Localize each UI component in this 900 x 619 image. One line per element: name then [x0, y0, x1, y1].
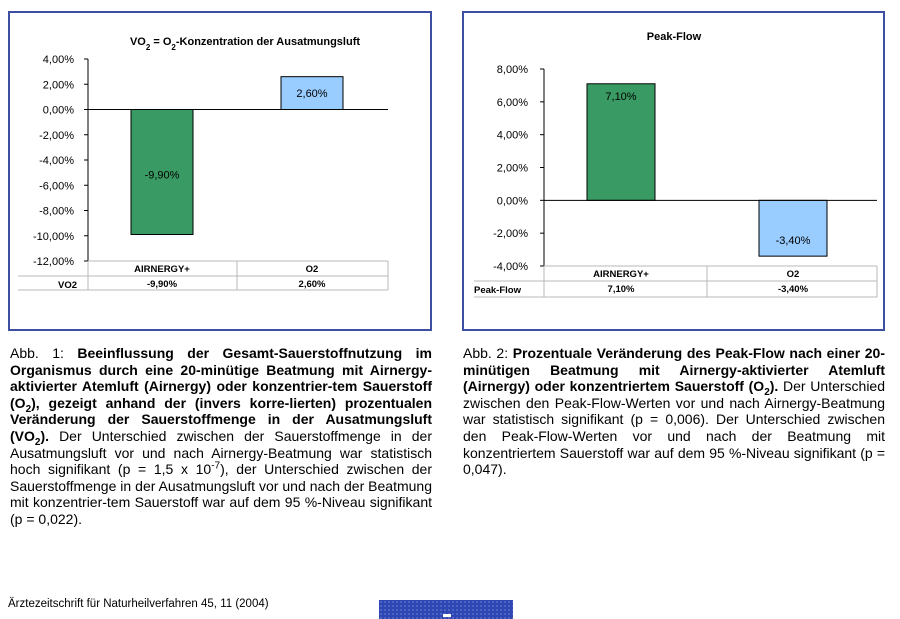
y-tick-label: 0,00% [42, 104, 74, 117]
table-row-label: Peak-Flow [474, 285, 521, 296]
caption-segment: ), gezeigt anhand der (invers korre-lierten) prozentualen Veränderung der Sauerstoffmenge in der Ausatmungsluft (VO [10, 394, 432, 444]
y-tick-label: -2,00% [493, 228, 528, 241]
chart-title-part: -Konzentration der Ausatmungsluft [175, 36, 361, 48]
caption-segment: -7 [211, 460, 221, 472]
y-tick-label: -4,00% [39, 155, 74, 167]
data-label: 2,60% [296, 88, 328, 101]
chart-peak-flow [464, 13, 883, 329]
chart-vo2-panel [8, 11, 432, 331]
caption-segment: 2 [764, 386, 770, 398]
y-tick-label: -4,00% [493, 261, 528, 273]
chart-peak-flow-panel [462, 11, 885, 331]
category-label: O2 [305, 264, 319, 275]
table-value: -9,90% [146, 279, 178, 290]
y-tick-label: 4,00% [496, 129, 528, 142]
caption-segment: Der Unterschied zwischen den Peak-Flow-Werten vor und nach Airnergy-Beatmung war statistisch signifikant (p = 0,006). Der Unterschied zwischen den Peak-Flow-Werten vor und nach der Beatmung mit konzentriertem Sauerstoff war auf dem 95 %-Niveau signifikant (p = 0,047). [463, 378, 885, 478]
y-tick-label: 4,00% [42, 54, 74, 66]
chart-title-part: = O [150, 36, 172, 48]
chart-title-subscript: 2 [145, 42, 151, 52]
table-row-label: VO2 [58, 280, 78, 291]
y-tick-label: 8,00% [496, 64, 528, 76]
chart-title-subscript: 2 [171, 42, 176, 52]
table-value: 7,10% [607, 284, 635, 295]
table-value: 2,60% [298, 279, 326, 290]
data-label: 7,10% [605, 90, 637, 103]
caption-segment: 2 [25, 403, 32, 415]
caption-segment: Prozentuale Veränderung des Peak-Flow nach einer 20-minütigen Beatmung mit Airnergy-aktivierter Atemluft (Airnergy) oder konzentriertem Sauerstoff (O [463, 345, 885, 395]
caption-segment: Abb. 1: [10, 345, 78, 361]
y-tick-label: 6,00% [496, 96, 528, 109]
caption-segment: Der Unterschied zwischen der Sauerstoffmenge in der Ausatmungsluft vor und nach Airnergy-Beatmung war statistisch hoch signifikant (p = 1,5 x 10 [10, 427, 432, 478]
footer-source: Ärztezeitschrift für Naturheilverfahren 45, 11 (2004) [8, 598, 269, 610]
chart-vo2 [10, 13, 430, 329]
category-label: AIRNERGY+ [134, 264, 190, 275]
y-tick-label: -8,00% [39, 205, 74, 218]
chart-title [130, 36, 360, 52]
category-label: O2 [786, 269, 800, 280]
footer-bar-mark [443, 614, 451, 617]
y-tick-label: -6,00% [39, 180, 74, 193]
y-tick-label: 2,00% [496, 162, 528, 175]
category-label: AIRNERGY+ [593, 269, 649, 280]
chart-title [647, 31, 702, 43]
y-tick-label: -2,00% [39, 129, 74, 142]
caption-segment: ). [769, 378, 779, 395]
caption-segment: ). [40, 427, 50, 444]
caption-segment: Beeinflussung der Gesamt-Sauerstoffnutzung im Organismus durch eine 20-minütige Beatmung mit Airnergy-aktivierter Atemluft (Airnergy) oder konzentrier-tem Sauerstoff (O [10, 345, 432, 411]
caption-segment: 2 [34, 436, 41, 448]
caption-segment: Abb. 2: [463, 345, 513, 361]
y-tick-label: 2,00% [42, 79, 74, 92]
y-tick-label: -12,00% [33, 256, 74, 268]
caption-segment: ), der Unterschied zwischen der Sauerstoffmenge in der Ausatmungsluft vor und nach der Beatmung mit konzentrier-tem Sauerstoff war auf dem 95 %-Niveau signifikant (p = 0,022). [10, 461, 432, 527]
y-tick-label: -10,00% [33, 230, 74, 243]
table-value: -3,40% [777, 284, 809, 295]
data-label: -3,40% [775, 235, 811, 248]
chart-title-part: VO [129, 36, 146, 48]
footer-bar [379, 600, 513, 619]
data-label: -9,90% [144, 169, 180, 182]
figure-1-caption [10, 345, 432, 528]
chart-title-part: Peak-Flow [646, 31, 702, 43]
y-tick-label: 0,00% [496, 195, 528, 208]
bar-o2 [759, 200, 827, 256]
figure-2-caption [463, 345, 885, 478]
